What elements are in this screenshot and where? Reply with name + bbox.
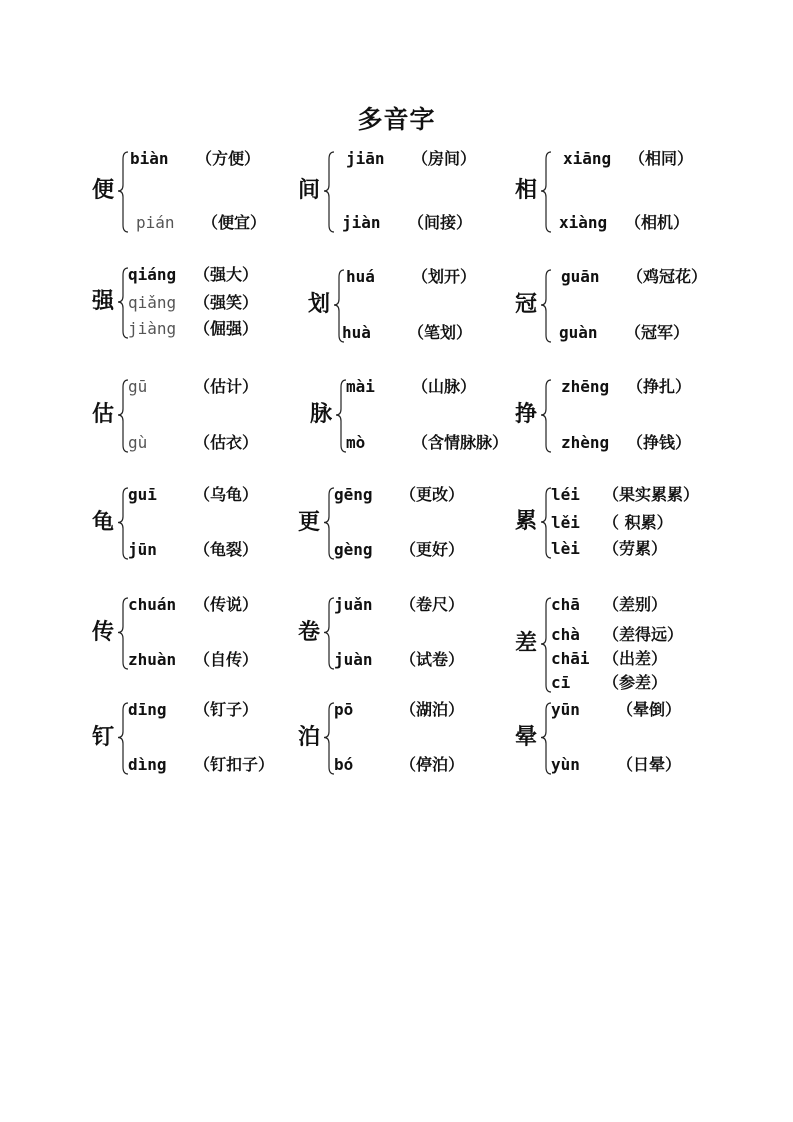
example-word: （乌龟） xyxy=(194,485,259,504)
reading-line xyxy=(551,625,683,645)
reading-line xyxy=(128,755,274,775)
reading-line xyxy=(130,149,260,169)
reading-line xyxy=(128,293,258,313)
example-word: （强大） xyxy=(194,265,259,284)
pinyin: zhuàn xyxy=(128,650,177,669)
example-word: （果实累累） xyxy=(603,485,700,504)
pinyin: zhēng xyxy=(561,377,610,396)
example-word: （试卷） xyxy=(400,650,465,669)
character: 便 xyxy=(92,178,115,203)
pinyin: jūn xyxy=(128,540,157,559)
example-word: （差别） xyxy=(603,595,668,614)
pinyin: gèng xyxy=(334,540,373,559)
brace-icon xyxy=(116,151,130,233)
pinyin: guī xyxy=(128,485,157,504)
example-word: （强笑） xyxy=(194,293,259,312)
reading-line xyxy=(551,700,681,720)
example-word: （传说） xyxy=(194,595,259,614)
reading-line xyxy=(334,540,464,560)
pinyin: guàn xyxy=(559,323,598,342)
reading-line xyxy=(128,265,258,285)
pinyin: gēng xyxy=(334,485,373,504)
brace-icon xyxy=(539,379,553,453)
example-word: （冠军） xyxy=(625,323,690,342)
reading-line xyxy=(128,319,258,339)
pinyin: dìng xyxy=(128,755,167,774)
reading-line xyxy=(334,755,464,775)
pinyin: xiàng xyxy=(559,213,608,232)
pinyin: chà xyxy=(551,625,580,644)
page-title: 多音字 xyxy=(357,105,436,134)
example-word: （划开） xyxy=(412,267,477,286)
reading-line xyxy=(551,673,667,693)
reading-line xyxy=(128,595,258,615)
pinyin: jiàng xyxy=(128,319,177,338)
example-word: （笔划） xyxy=(408,323,473,342)
reading-line xyxy=(561,377,691,397)
pinyin: pō xyxy=(334,700,354,719)
character: 相 xyxy=(515,178,538,203)
pinyin: gù xyxy=(128,433,148,452)
reading-line xyxy=(334,485,464,505)
example-word: （ 积累） xyxy=(603,513,673,532)
example-word: （晕倒） xyxy=(617,700,682,719)
example-word: （方便） xyxy=(196,149,261,168)
pinyin: huà xyxy=(342,323,371,342)
reading-line xyxy=(136,213,266,233)
character: 脉 xyxy=(310,402,333,427)
character: 挣 xyxy=(515,402,538,427)
character: 冠 xyxy=(515,292,538,317)
character: 传 xyxy=(92,619,115,645)
character: 更 xyxy=(298,509,321,535)
example-word: （间接） xyxy=(408,213,473,232)
pinyin: huá xyxy=(346,267,375,286)
reading-line xyxy=(346,377,476,397)
pinyin: chāi xyxy=(551,649,590,668)
reading-line xyxy=(346,267,476,287)
example-word: （倔强） xyxy=(194,319,259,338)
example-word: （日晕） xyxy=(617,755,682,774)
pinyin: jiàn xyxy=(342,213,381,232)
reading-line xyxy=(128,700,258,720)
pinyin: jiān xyxy=(346,149,385,168)
reading-line xyxy=(342,323,472,343)
pinyin: dīng xyxy=(128,700,167,719)
example-word: （钉子） xyxy=(194,700,259,719)
character: 泊 xyxy=(298,724,321,750)
reading-line xyxy=(551,649,667,669)
reading-line xyxy=(334,650,464,670)
example-word: （劳累） xyxy=(603,539,668,558)
reading-line xyxy=(559,323,689,343)
character: 累 xyxy=(515,509,538,534)
pinyin: yùn xyxy=(551,755,580,774)
reading-line xyxy=(128,377,258,397)
pinyin: qiáng xyxy=(128,265,177,284)
example-word: （估计） xyxy=(194,377,259,396)
character: 龟 xyxy=(92,509,115,535)
reading-line xyxy=(551,513,673,533)
reading-line xyxy=(334,700,464,720)
example-word: （估衣） xyxy=(194,433,259,452)
character: 划 xyxy=(308,292,331,317)
example-word: （挣扎） xyxy=(627,377,692,396)
pinyin: zhèng xyxy=(561,433,610,452)
reading-line xyxy=(551,595,667,615)
reading-line xyxy=(551,755,681,775)
pinyin: cī xyxy=(551,673,571,692)
reading-line xyxy=(128,485,258,505)
reading-line xyxy=(346,433,508,453)
pinyin: xiāng xyxy=(563,149,612,168)
pinyin: yūn xyxy=(551,700,580,719)
pinyin: lèi xyxy=(551,539,580,558)
example-word: （含情脉脉） xyxy=(412,433,509,452)
example-word: （相同） xyxy=(629,149,694,168)
example-word: （山脉） xyxy=(412,377,477,396)
example-word: （湖泊） xyxy=(400,700,465,719)
pinyin: qiǎng xyxy=(128,293,177,312)
pinyin: chuán xyxy=(128,595,177,614)
example-word: （房间） xyxy=(412,149,477,168)
brace-icon xyxy=(539,151,553,233)
example-word: （差得远） xyxy=(603,625,684,644)
reading-line xyxy=(561,433,691,453)
pinyin: léi xyxy=(551,485,580,504)
example-word: （卷尺） xyxy=(400,595,465,614)
reading-line xyxy=(128,433,258,453)
character: 差 xyxy=(515,631,538,656)
reading-line xyxy=(128,650,258,670)
pinyin: mò xyxy=(346,433,366,452)
character: 钉 xyxy=(92,724,115,750)
example-word: （更好） xyxy=(400,540,465,559)
example-word: （出差） xyxy=(603,649,668,668)
character: 强 xyxy=(92,289,115,314)
pinyin: mài xyxy=(346,377,375,396)
example-word: （自传） xyxy=(194,650,259,669)
character: 估 xyxy=(92,402,115,427)
brace-icon xyxy=(539,269,553,343)
example-word: （参差） xyxy=(603,673,668,692)
character: 卷 xyxy=(298,619,321,645)
example-word: （相机） xyxy=(625,213,690,232)
reading-line xyxy=(128,540,258,560)
pinyin: bó xyxy=(334,755,354,774)
reading-line xyxy=(551,485,699,505)
reading-line xyxy=(342,213,472,233)
reading-line xyxy=(334,595,464,615)
example-word: （更改） xyxy=(400,485,465,504)
pinyin: pián xyxy=(136,213,175,232)
example-word: （便宜） xyxy=(202,213,267,232)
pinyin: chā xyxy=(551,595,580,614)
pinyin: biàn xyxy=(130,149,169,168)
example-word: （鸡冠花） xyxy=(627,267,708,286)
example-word: （挣钱） xyxy=(627,433,692,452)
pinyin: gū xyxy=(128,377,148,396)
example-word: （钉扣子） xyxy=(194,755,275,774)
reading-line xyxy=(561,267,707,287)
reading-line xyxy=(346,149,476,169)
example-word: （龟裂） xyxy=(194,540,259,559)
reading-line xyxy=(551,539,667,559)
pinyin: juàn xyxy=(334,650,373,669)
pinyin: guān xyxy=(561,267,600,286)
character: 晕 xyxy=(515,724,538,750)
example-word: （停泊） xyxy=(400,755,465,774)
reading-line xyxy=(559,213,689,233)
pinyin: juǎn xyxy=(334,595,373,614)
character: 间 xyxy=(298,178,321,203)
pinyin: lěi xyxy=(551,513,580,532)
brace-icon xyxy=(322,151,336,233)
reading-line xyxy=(563,149,693,169)
